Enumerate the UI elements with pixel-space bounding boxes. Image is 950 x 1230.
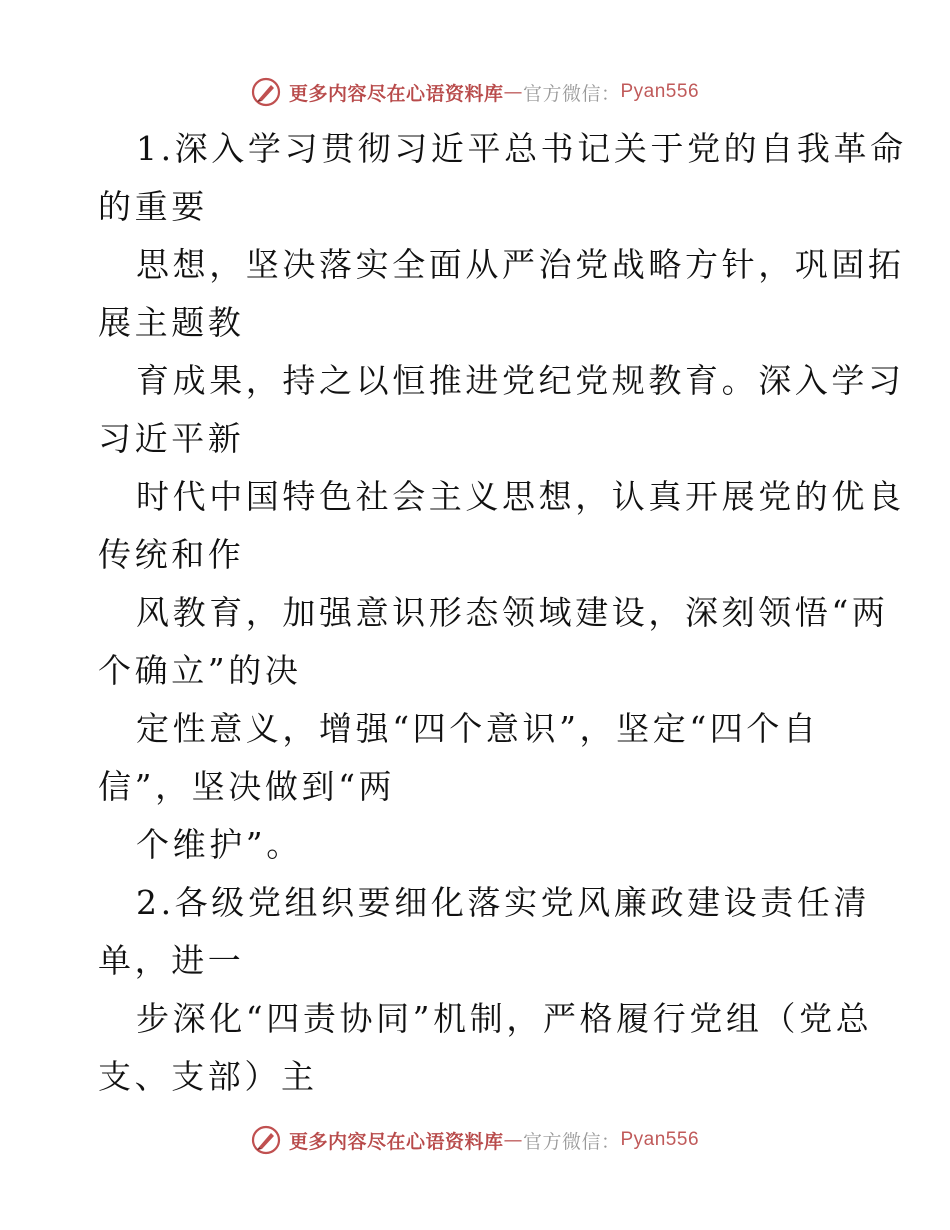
text-line: 习近平新 bbox=[98, 419, 245, 458]
text-line: 风教育，加强意识形态领域建设，深刻领悟“两 bbox=[136, 593, 889, 632]
text-line: 1.深入学习贯彻习近平总书记关于党的自我革命 bbox=[136, 129, 907, 168]
watermark-dash: — bbox=[503, 81, 523, 103]
text-line: 定性意义，增强“四个意识”，坚定“四个自 bbox=[136, 709, 820, 748]
pen-logo-icon bbox=[251, 1125, 281, 1155]
footer-watermark bbox=[0, 1120, 950, 1160]
text-line: 2.各级党组织要细化落实党风廉政建设责任清 bbox=[136, 883, 871, 922]
text-line: 思想，坚决落实全面从严治党战略方针，巩固拓 bbox=[136, 245, 905, 284]
watermark-label: 官方微信： bbox=[522, 82, 621, 105]
text-line: 个维护”。 bbox=[136, 825, 303, 864]
text-line: 的重要 bbox=[98, 187, 208, 226]
watermark-dash: — bbox=[503, 1129, 523, 1151]
document-body bbox=[98, 120, 907, 1106]
text-line: 个确立”的决 bbox=[98, 651, 302, 690]
text-line: 传统和作 bbox=[98, 535, 245, 574]
text-line: 支、支部）主 bbox=[98, 1057, 318, 1096]
text-line: 步深化“四责协同”机制，严格履行党组（党总 bbox=[136, 999, 873, 1038]
watermark-id: Pyan556 bbox=[620, 81, 700, 102]
watermark-label: 官方微信： bbox=[522, 1130, 621, 1153]
pen-logo-icon bbox=[251, 77, 281, 107]
header-watermark bbox=[0, 72, 950, 112]
watermark-main-text: 更多内容尽在心语资料库 bbox=[288, 1130, 504, 1153]
text-line: 育成果，持之以恒推进党纪党规教育。深入学习 bbox=[136, 361, 905, 400]
watermark-id: Pyan556 bbox=[620, 1129, 700, 1150]
text-line: 信”，坚决做到“两 bbox=[98, 767, 396, 806]
text-line: 单，进一 bbox=[98, 941, 245, 980]
text-line: 展主题教 bbox=[98, 303, 245, 342]
text-line: 时代中国特色社会主义思想，认真开展党的优良 bbox=[136, 477, 905, 516]
watermark-main-text: 更多内容尽在心语资料库 bbox=[288, 82, 504, 105]
